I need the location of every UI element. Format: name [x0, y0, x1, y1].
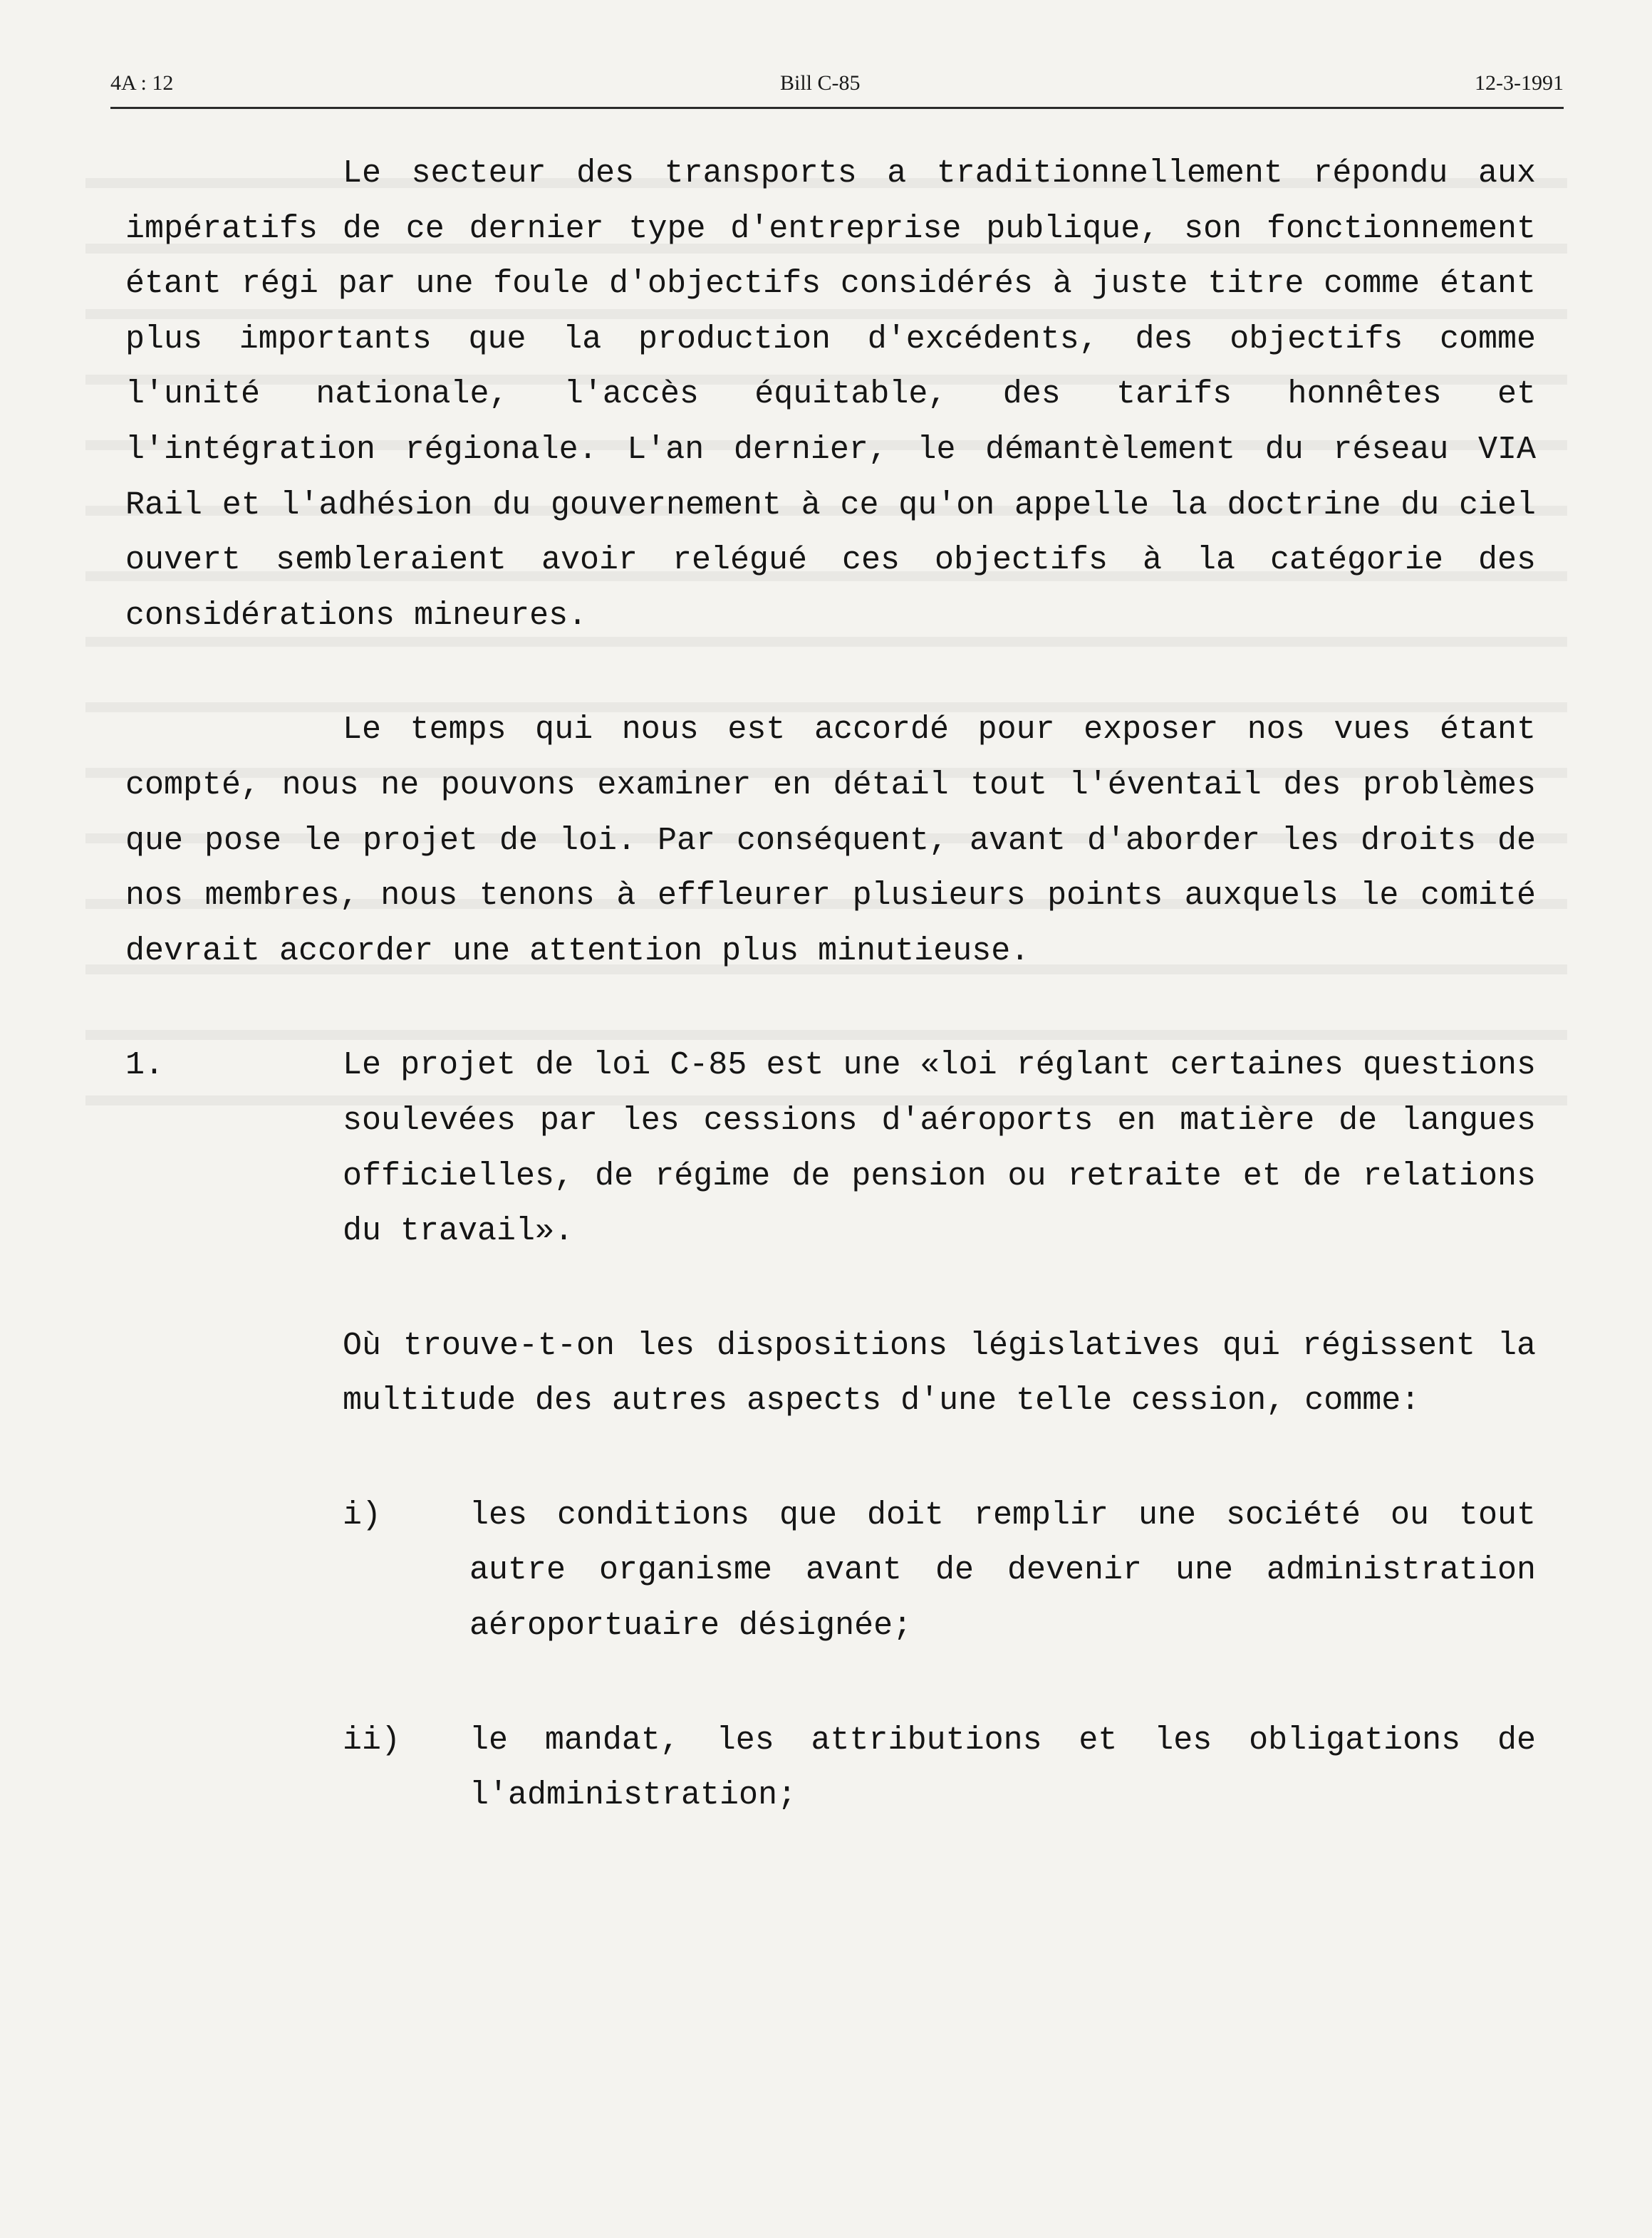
- item-text: Le projet de loi C-85 est une «loi réglant certaines questions soulevées par les cessions d'aéroports en matière de langues officielles, de régime de pension ou retraite et de relations du travail».: [343, 1047, 1536, 1250]
- document-body: [125, 146, 1536, 1823]
- paragraph-transport-sector: Le secteur des transports a traditionnellement répondu aux impératifs de ce dernier type d'entreprise publique, son fonctionnement étant régi par une foule d'objectifs considérés à juste titre comme étant plus importants que la production d'excédents, des objectifs comme l'unité nationale, l'accès équitable, des tarifs honnêtes et l'intégration régionale. L'an dernier, le démantèlement du réseau VIA Rail et l'adhésion du gouvernement à ce qu'on appelle la doctrine du ciel ouvert sembleraient avoir relégué ces objectifs à la catégorie des considérations mineures.: [125, 155, 1536, 634]
- item-number: 1.: [125, 1047, 165, 1084]
- subitem-text: le mandat, les attributions et les obligations de l'administration;: [469, 1722, 1536, 1814]
- page-header: [110, 71, 1564, 105]
- header-divider: [110, 107, 1564, 109]
- item-followup-question: Où trouve-t-on les dispositions législatives qui régissent la multitude des autres aspects d'une telle cession, comme:: [343, 1327, 1536, 1420]
- subitem-text: les conditions que doit remplir une société ou tout autre organisme avant de devenir une administration aéroportuaire désignée;: [469, 1497, 1536, 1645]
- subitem-number: i): [343, 1497, 382, 1534]
- paragraph-time-limited: Le temps qui nous est accordé pour exposer nos vues étant compté, nous ne pouvons examiner en détail tout l'éventail des problèmes que pose le projet de loi. Par conséquent, avant d'aborder les droits de nos membres, nous tenons à effleurer plusieurs points auxquels le comité devrait accorder une attention plus minutieuse.: [125, 712, 1536, 969]
- subitem-i: [343, 1488, 1536, 1654]
- subitem-ii: [343, 1713, 1536, 1823]
- page-number: 4A : 12: [110, 71, 174, 95]
- numbered-item-1: [125, 1038, 1536, 1259]
- subitem-number: ii): [343, 1722, 401, 1759]
- bill-title: Bill C-85: [780, 71, 861, 95]
- page-date: 12-3-1991: [1475, 71, 1564, 95]
